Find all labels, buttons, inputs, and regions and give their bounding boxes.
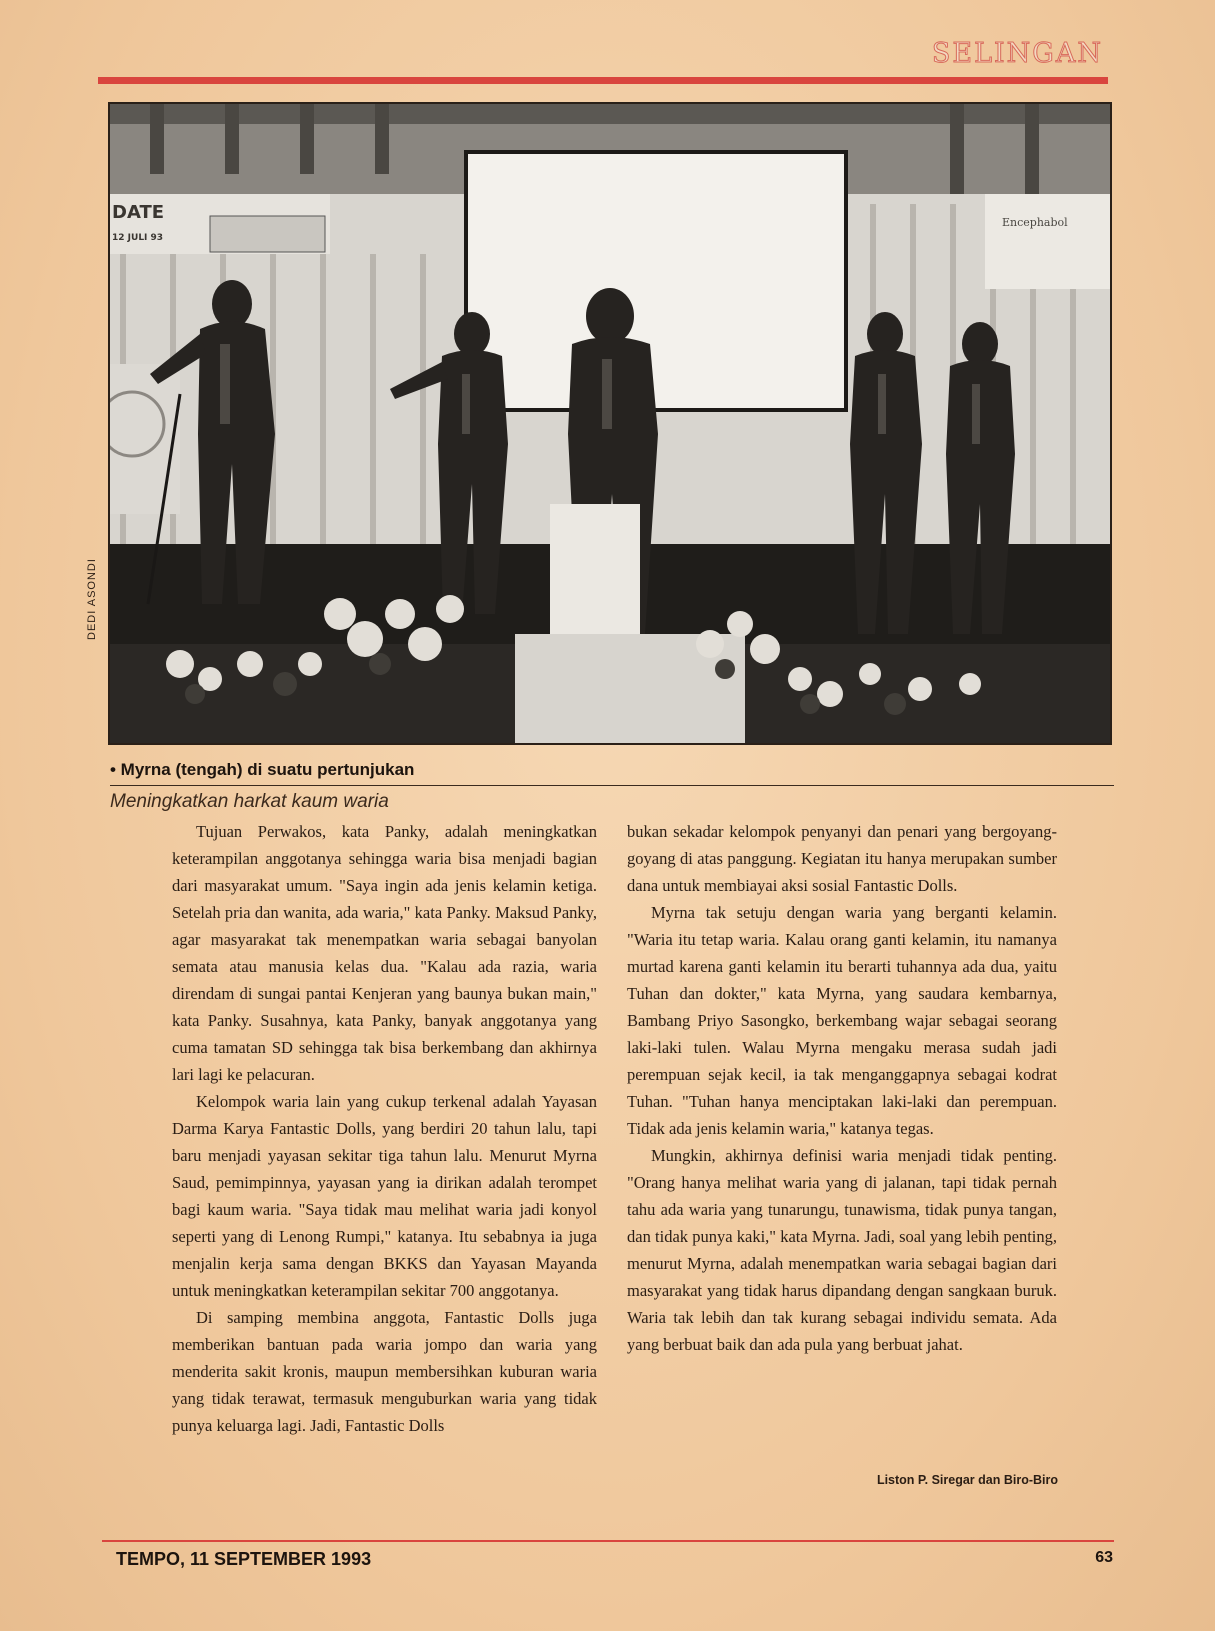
photo-credit: DEDI ASONDI	[86, 558, 98, 640]
page-number: 63	[1095, 1549, 1113, 1566]
article-column-2	[627, 818, 1057, 1358]
performance-photo	[108, 102, 1112, 745]
sign-right-text: Encephabol	[1002, 216, 1068, 229]
sign-left-text: DATE	[112, 202, 165, 223]
paragraph: Kelompok waria lain yang cukup terkenal adalah Yayasan Darma Karya Fantastic Dolls, yang berdiri 20 tahun lalu, tapi baru menjadi yayasan sekitar tiga tahun lalu. Menurut Myrna Saud, pemimpinnya, yayasan yang ia dirikan adalah terompet bagi kaum waria. "Saya tidak mau melihat waria jadi konyol seperti yang di Lenong Rumpi," katanya. Itu sebabnya ia juga menjalin kerja sama dengan BKKS dan Yayasan Mayanda untuk meningkatkan keterampilan sekitar 700 anggotanya.	[172, 1092, 597, 1300]
section-title: SELINGAN	[931, 38, 1103, 69]
paragraph: Di samping membina anggota, Fantastic Dolls juga memberikan bantuan pada waria jompo dan waria yang menderita sakit kronis, maupun membersihkan kuburan waria yang tidak terawat, termasuk menguburkan waria yang tidak punya keluarga lagi. Jadi, Fantastic Dolls	[172, 1308, 597, 1435]
subheading: Meningkatkan harkat kaum waria	[110, 791, 389, 812]
paragraph: Tujuan Perwakos, kata Panky, adalah meningkatkan keterampilan anggotanya sehingga waria bisa menjadi bagian dari masyarakat umum. "Saya ingin ada jenis kelamin ketiga. Setelah pria dan wanita, ada waria," kata Panky. Maksud Panky, agar masyarakat tak menempatkan waria sebagai banyolan semata atau manusia kelas dua. "Kalau ada razia, waria direndam di sungai pantai Kenjeran yang baunya bukan main," kata Panky. Susahnya, kata Panky, banyak anggotanya yang cuma tamatan SD sehingga tak bisa berkembang dan akhirnya lari lagi ke pelacuran.	[172, 822, 597, 1084]
caption-rule	[110, 785, 1114, 786]
sign-left-small-text: 12 JULI 93	[112, 233, 164, 243]
byline: Liston P. Siregar dan Biro-Biro	[876, 1473, 1058, 1487]
header-red-rule	[98, 77, 1108, 84]
paragraph: Mungkin, akhirnya definisi waria menjadi tidak penting. "Orang hanya melihat waria yang di jalanan, tapi tidak pernah tahu ada waria yang tunarungu, tunawisma, tidak punya tangan, dan tidak punya kaki," kata Myrna. Jadi, soal yang lebih penting, menurut Myrna, adalah menempatkan waria sebagai bagian dari masyarakat yang tidak harus dipandang dengan sangkaan buruk. Waria tak lebih dan tak kurang sebagai individu semata. Ada yang berbuat baik dan ada pula yang berbuat jahat.	[627, 1146, 1057, 1354]
paragraph: Myrna tak setuju dengan waria yang berganti kelamin. "Waria itu tetap waria. Kalau orang ganti kelamin, itu namanya murtad karena ganti kelamin itu berarti tuhannya ada dua, yaitu Tuhan dan dokter," kata Myrna, yang saudara kembarnya, Bambang Priyo Sasongko, berkembang wajar sebagai seorang laki-laki tulen. Walau Myrna mengaku merasa sudah jadi perempuan sejak kecil, ia tak menganggapnya sebagai kodrat Tuhan. "Tuhan hanya menciptakan laki-laki dan perempuan. Tidak ada jenis kelamin waria," katanya tegas.	[627, 903, 1057, 1138]
photo-caption: • Myrna (tengah) di suatu pertunjukan	[110, 760, 415, 779]
footer-red-rule	[102, 1540, 1114, 1542]
article-column-1	[172, 818, 597, 1439]
paragraph: bukan sekadar kelompok penyanyi dan penari yang bergoyang-goyang di atas panggung. Kegiatan itu hanya merupakan sumber dana untuk membiayai aksi sosial Fantastic Dolls.	[627, 822, 1057, 895]
publication-date: TEMPO, 11 SEPTEMBER 1993	[116, 1549, 372, 1569]
